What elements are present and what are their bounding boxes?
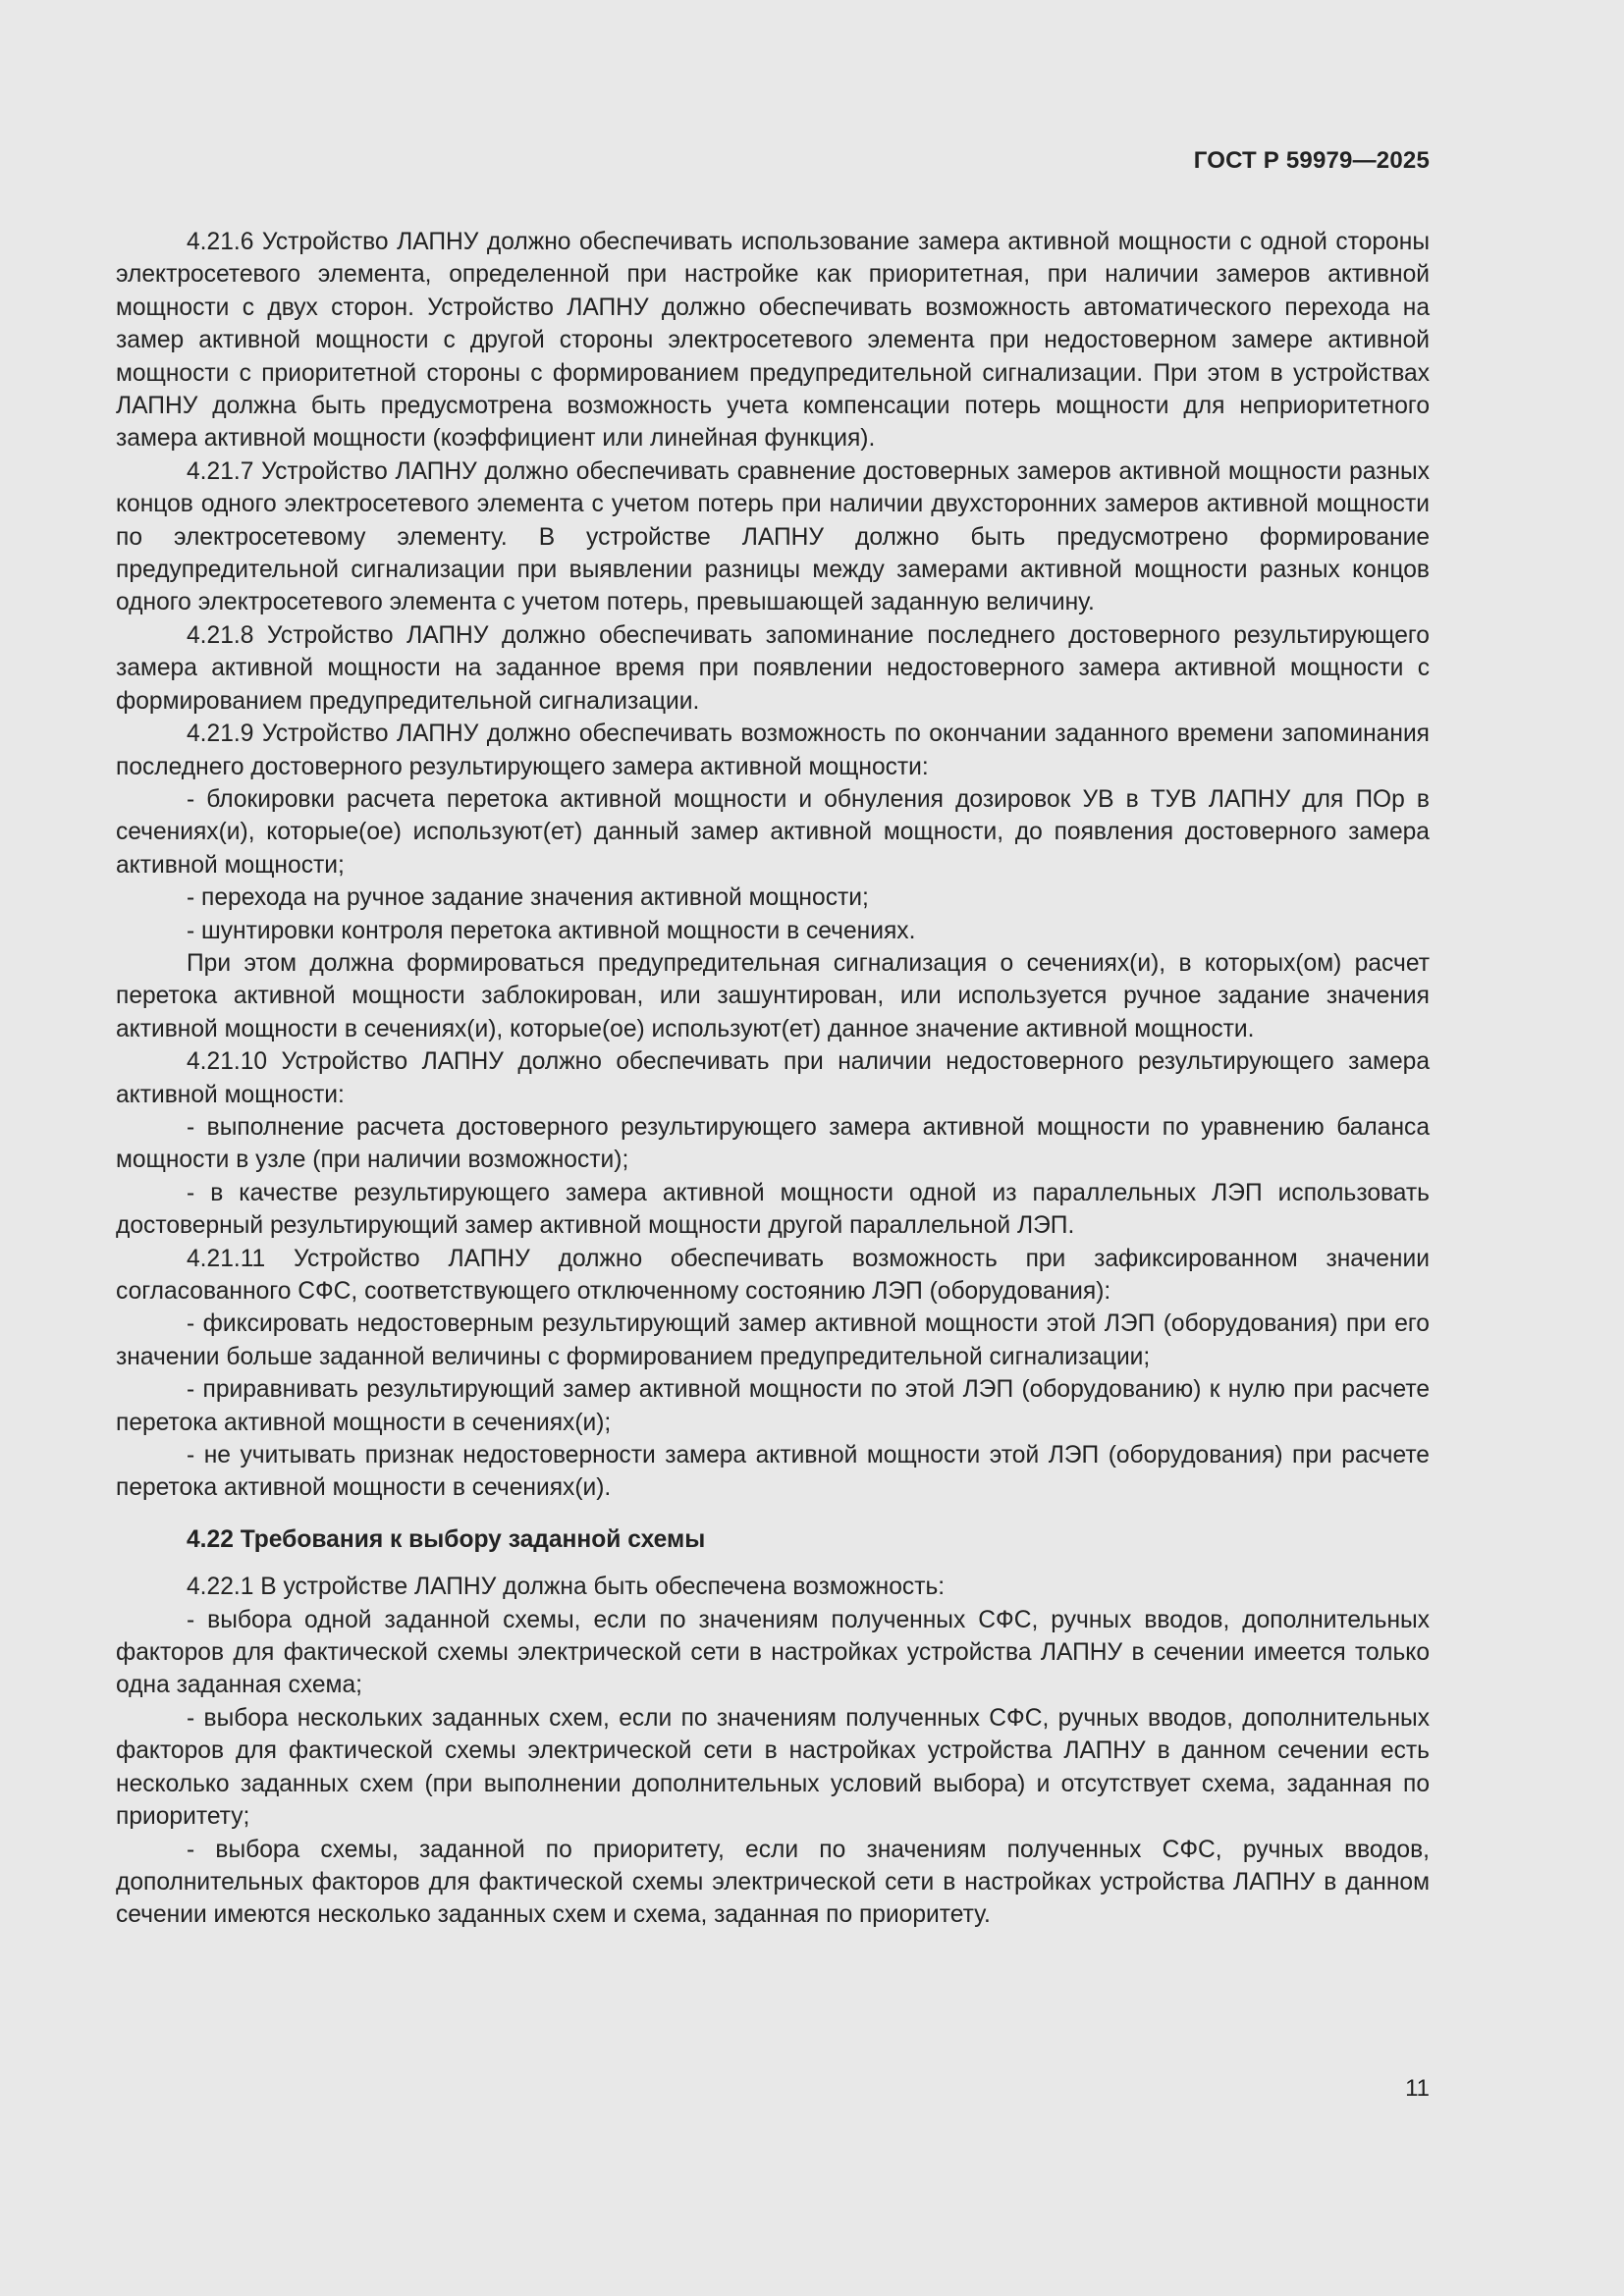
list-item: - выполнение расчета достоверного результирующего замера активной мощности по уравнению баланса мощности в узле (при наличии возможности);	[116, 1113, 1430, 1174]
list-item: - блокировки расчета перетока активной мощности и обнуления дозировок УВ в ТУВ ЛАПНУ для ПОр в сечениях(и), которые(ое) используют(ет) данный замер активной мощности, до появления достоверного замера активной мощности;	[116, 785, 1430, 879]
document-body	[116, 226, 1430, 1932]
list-item: - в качестве результирующего замера активной мощности одной из параллельных ЛЭП использовать достоверный результирующий замер активной мощности другой параллельной ЛЭП.	[116, 1179, 1430, 1240]
paragraph-4-21-11: 4.21.11 Устройство ЛАПНУ должно обеспечивать возможность при зафиксированном значении согласованного СФС, соответствующего отключенному состоянию ЛЭП (оборудования):	[116, 1245, 1430, 1305]
list-item: - выбора схемы, заданной по приоритету, если по значениям полученных СФС, ручных вводов, дополнительных факторов для фактической схемы электрической сети в настройках устройства ЛАПНУ в данном сечении имеются несколько заданных схем и схема, заданная по приоритету.	[116, 1836, 1430, 1929]
list-item: - перехода на ручное задание значения активной мощности;	[187, 884, 869, 912]
list-item: - не учитывать признак недостоверности замера активной мощности этой ЛЭП (оборудования) при расчете перетока активной мощности в сечениях(и).	[116, 1442, 1430, 1502]
paragraph-4-22-1: 4.22.1 В устройстве ЛАПНУ должна быть обеспечена возможность:	[187, 1574, 946, 1601]
list-item: - приравнивать результирующий замер активной мощности по этой ЛЭП (оборудованию) к нулю при расчете перетока активной мощности в сечениях(и);	[116, 1376, 1430, 1436]
paragraph-note: При этом должна формироваться предупредительная сигнализация о сечениях(и), в которых(ом) расчет перетока активной мощности заблокирован, или зашунтирован, или используется ручное задание значения активной мощности в сечениях(и), которые(ое) используют(ет) данное значение активной мощности.	[116, 949, 1430, 1042]
section-heading-4-22: 4.22 Требования к выбору заданной схемы	[187, 1525, 706, 1553]
list-item: - выбора одной заданной схемы, если по значениям полученных СФС, ручных вводов, дополнительных факторов для фактической схемы электрической сети в настройках устройства ЛАПНУ в сечении имеется только одна заданная схема;	[116, 1606, 1430, 1699]
document-code-header: ГОСТ Р 59979—2025	[1193, 147, 1430, 174]
paragraph-4-21-8: 4.21.8 Устройство ЛАПНУ должно обеспечивать запоминание последнего достоверного результирующего замера активной мощности на заданное время при появлении недостоверного замера активной мощности с формированием предупредительной сигнализации.	[116, 621, 1430, 715]
paragraph-4-21-7: 4.21.7 Устройство ЛАПНУ должно обеспечивать сравнение достоверных замеров активной мощности разных концов одного электросетевого элемента с учетом потерь при наличии двухсторонних замеров активной мощности по электросетевому элементу. В устройстве ЛАПНУ должно быть предусмотрено формирование предупредительной сигнализации при выявлении разницы между замерами активной мощности разных концов одного электросетевого элемента с учетом потерь, превышающей заданную величину.	[116, 457, 1430, 616]
list-item: - выбора нескольких заданных схем, если по значениям полученных СФС, ручных вводов, дополнительных факторов для фактической схемы электрической сети в настройках устройства ЛАПНУ в данном сечении есть несколько заданных схем (при выполнении дополнительных условий выбора) и отсутствует схема, заданная по приоритету;	[116, 1704, 1430, 1831]
list-item: - фиксировать недостоверным результирующий замер активной мощности этой ЛЭП (оборудования) при его значении больше заданной величины с формированием предупредительной сигнализации;	[116, 1310, 1430, 1370]
page-number: 11	[1405, 2075, 1430, 2102]
paragraph-4-21-6: 4.21.6 Устройство ЛАПНУ должно обеспечивать использование замера активной мощности с одной стороны электросетевого элемента, определенной при настройке как приоритетная, при наличии замеров активной мощности с двух сторон. Устройство ЛАПНУ должно обеспечивать возможность автоматического перехода на замер активной мощности с другой стороны электросетевого элемента при недостоверном замере активной мощности с приоритетной стороны с формированием предупредительной сигнализации. При этом в устройствах ЛАПНУ должна быть предусмотрена возможность учета компенсации потерь мощности для неприоритетного замера активной мощности (коэффициент или линейная функция).	[116, 229, 1430, 453]
paragraph-4-21-10: 4.21.10 Устройство ЛАПНУ должно обеспечивать при наличии недостоверного результирующего замера активной мощности:	[116, 1048, 1430, 1108]
list-item: - шунтировки контроля перетока активной мощности в сечениях.	[187, 917, 916, 944]
paragraph-4-21-9: 4.21.9 Устройство ЛАПНУ должно обеспечивать возможность по окончании заданного времени запоминания последнего достоверного результирующего замера активной мощности:	[116, 721, 1430, 780]
